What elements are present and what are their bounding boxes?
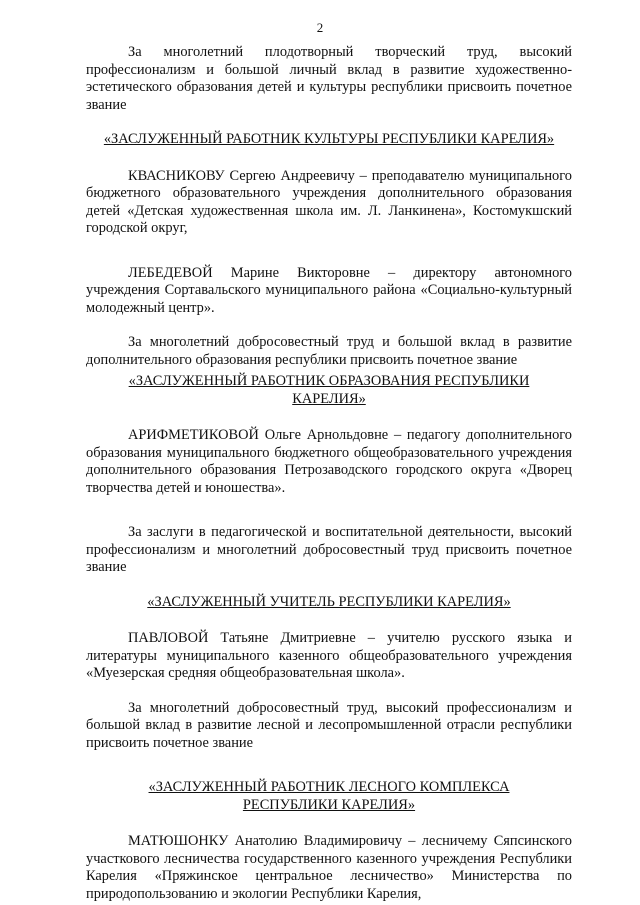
title-culture-worker: «ЗАСЛУЖЕННЫЙ РАБОТНИК КУЛЬТУРЫ РЕСПУБЛИКИ КАРЕЛИЯ» (103, 131, 555, 147)
page-number: 2 (316, 20, 324, 35)
award-paragraph-teacher: За заслуги в педагогической и воспитательной деятельности, высокий профессионализм и многолетний добросовестный труд присвоить почетное звание (86, 524, 572, 575)
awardee-lebedeva: ЛЕБЕДЕВОЙ Марине Викторовне – директору автономного учреждения Сортавальского муниципального района «Социально-культурный молодежный центр». (86, 264, 572, 316)
title-education-worker: «ЗАСЛУЖЕННЫЙ РАБОТНИК ОБРАЗОВАНИЯ РЕСПУБЛИКИ КАРЕЛИЯ» (128, 373, 530, 407)
award-paragraph-culture: За многолетний плодотворный творческий труд, высокий профессионализм и большой личный вклад в развитие художественно-эстетического образования детей и культуры республики присвоить почетное звание (86, 44, 572, 113)
awardee-pavlova: ПАВЛОВОЙ Татьяне Дмитриевне – учителю русского языка и литературы муниципального казенного общеобразовательного учреждения «Муезерская средняя общеобразовательная школа». (86, 630, 572, 681)
awardee-kvasnikov: КВАСНИКОВУ Сергею Андреевичу – преподавателю муниципального бюджетного образовательного учреждения дополнительного образования детей «Детская художественная школа им. Л. Ланкинена», Костомукшский городской округ, (86, 167, 572, 236)
title-forestry-worker: «ЗАСЛУЖЕННЫЙ РАБОТНИК ЛЕСНОГО КОМПЛЕКСА РЕСПУБЛИКИ КАРЕЛИЯ» (148, 779, 510, 813)
award-paragraph-education: За многолетний добросовестный труд и большой вклад в развитие дополнительного образования республики присвоить почетное звание (86, 334, 572, 368)
title-teacher: «ЗАСЛУЖЕННЫЙ УЧИТЕЛЬ РЕСПУБЛИКИ КАРЕЛИЯ» (147, 593, 511, 610)
award-paragraph-forestry: За многолетний добросовестный труд, высокий профессионализм и большой вклад в развитие лесной и лесопромышленной отрасли республики присвоить почетное звание (86, 699, 572, 751)
awardee-matyushonok: МАТЮШОНКУ Анатолию Владимировичу – лесничему Сяпсинского участкового лесничества государственного казенного учреждения Республики Карелия «Пряжинское центральное лесничество» Министерства по природопользованию и экологии Республики Карелия, (86, 833, 572, 902)
awardee-arifmetikova: АРИФМЕТИКОВОЙ Ольге Арнольдовне – педагогу дополнительного образования муниципального бюджетного общеобразовательного учреждения дополнительного образования Петрозаводского городского округа «Дворец творчества детей и юношества». (86, 427, 572, 496)
document-body (86, 44, 572, 903)
